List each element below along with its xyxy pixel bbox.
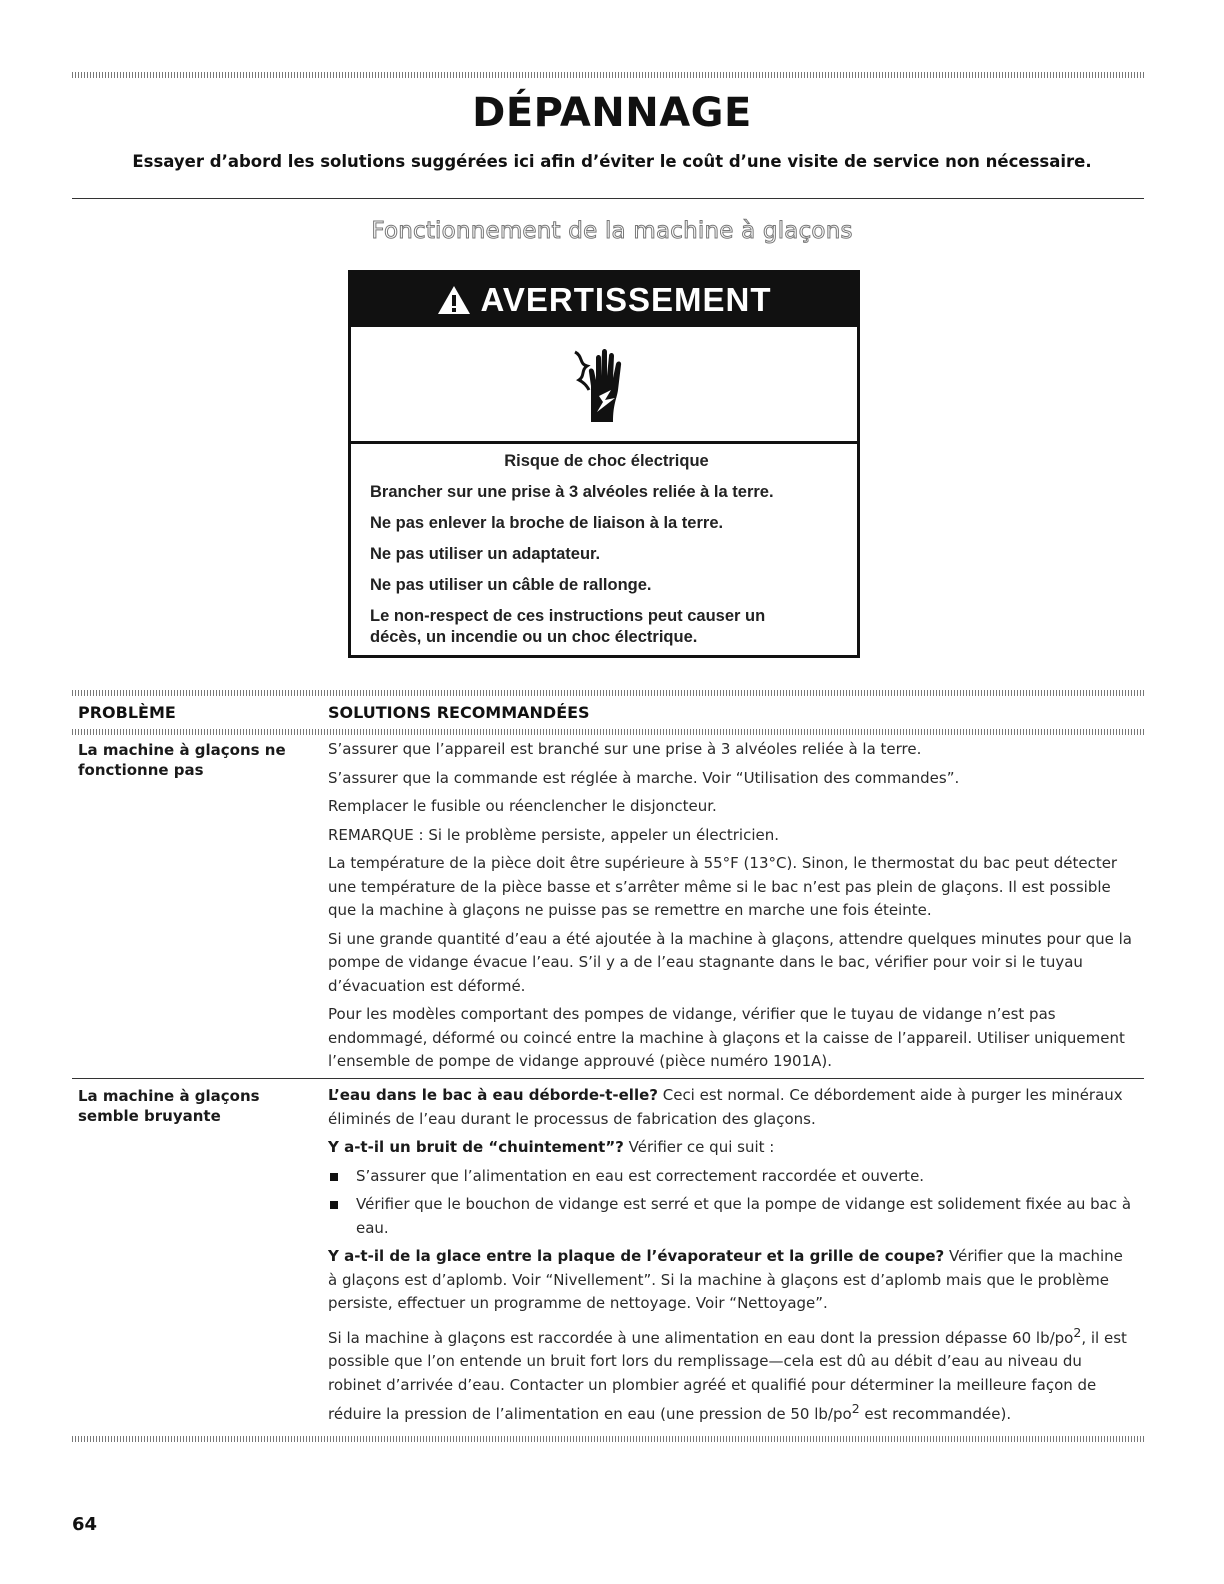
solution-text xyxy=(328,1321,1136,1427)
warning-hazard: Risque de choc électrique xyxy=(504,452,709,470)
warning-line: Ne pas enlever la broche de liaison à la terre. xyxy=(370,514,724,532)
solution-text-part: est recommandée). xyxy=(859,1405,1012,1423)
table-bottom-rule xyxy=(72,1436,1144,1442)
warning-line: Ne pas utiliser un câble de rallonge. xyxy=(370,576,652,594)
solution-text: Si une grande quantité d’eau a été ajoutée à la machine à glaçons, attendre quelques minutes pour que la pompe de vidange évacue l’eau. S’il y a de l’eau stagnante dans le bac, vérifier pour voir si le tuyau d’évacuation est déformé. xyxy=(328,929,1132,995)
column-header-solutions: SOLUTIONS RECOMMANDÉES xyxy=(328,703,590,722)
table-header-rule xyxy=(72,729,1144,735)
warning-consequence: Le non-respect de ces instructions peut causer un décès, un incendie ou un choc électrique. xyxy=(370,607,766,646)
warning-banner-label: AVERTISSEMENT xyxy=(480,281,772,318)
warning-line: Ne pas utiliser un adaptateur. xyxy=(370,545,601,563)
page-subtitle: Essayer d’abord les solutions suggérées ici afin d’éviter le coût d’une visite de service non nécessaire. xyxy=(132,152,1092,171)
table-top-rule xyxy=(72,690,1144,696)
bullet-text: Vérifier que le bouchon de vidange est serré et que la pompe de vidange est solidement fixée au bac à eau. xyxy=(356,1195,1132,1237)
superscript: 2 xyxy=(851,1401,860,1416)
header-divider xyxy=(72,198,1144,199)
solution-text: Remplacer le fusible ou réenclencher le disjoncteur. xyxy=(328,797,717,815)
bullet-square-icon xyxy=(330,1173,338,1181)
solution-text: Pour les modèles comportant des pompes de vidange, vérifier que le tuyau de vidange n’est pas endommagé, déformé ou coincé entre la machine à glaçons et la caisse de l’appareil. Utiliser uniquement l’ensemble de pompe de vidange approuvé (pièce numéro 1901A). xyxy=(328,1005,1125,1070)
row-divider xyxy=(72,1078,1144,1079)
page-number: 64 xyxy=(72,1514,98,1535)
solution-answer: Vérifier ce qui suit : xyxy=(623,1138,775,1156)
solution-answer: Vérifier que la machine à glaçons est d’aplomb. Voir “Nivellement”. Si la machine à glaçons est d’aplomb mais que le problème persiste, effectuer un programme de nettoyage. Voir “Nettoyage”. xyxy=(328,1247,1123,1312)
solution-text xyxy=(328,1245,1136,1316)
page-title: DÉPANNAGE xyxy=(472,90,752,136)
solution-note xyxy=(328,824,1136,848)
electrical-shock-hand-icon xyxy=(569,346,639,422)
solution-text-part: , il est possible que l’on entende un bruit fort lors du remplissage—cela est dû au débit d’eau au niveau du robinet d’arrivée d’eau. Contacter un plombier agréé et qualifié pour déterminer la meilleure façon de réduire la pression de l’alimentation en eau (une pression de 50 lb/po xyxy=(328,1328,1127,1423)
warning-box xyxy=(348,270,860,658)
section-heading: Fonctionnement de la machine à glaçons xyxy=(371,218,853,244)
solution-text-part: Si la machine à glaçons est raccordée à une alimentation en eau dont la pression dépasse 60 lb/po xyxy=(328,1328,1074,1347)
column-header-problem: PROBLÈME xyxy=(78,703,176,722)
warning-banner xyxy=(351,273,857,327)
solutions-cell xyxy=(328,1084,1136,1432)
problem-label: La machine à glaçons semble bruyante xyxy=(78,1087,260,1125)
note-text: Si le problème persiste, appeler un électricien. xyxy=(423,825,780,844)
warning-triangle-icon xyxy=(436,284,472,316)
solution-question: L’eau dans le bac à eau déborde-t-elle? xyxy=(328,1086,658,1104)
bullet-item xyxy=(328,1193,1136,1240)
problem-label: La machine à glaçons ne fonctionne pas xyxy=(78,741,286,779)
solution-text: La température de la pièce doit être supérieure à 55°F (13°C). Sinon, le thermostat du bac peut détecter une température de la pièce basse et s’arrêter même si le bac n’est pas plein de glaçons. Il est possible que la machine à glaçons ne puisse pas se remettre en marche une fois éteinte. xyxy=(328,854,1118,919)
superscript: 2 xyxy=(1073,1324,1082,1340)
bullet-item xyxy=(328,1165,1136,1189)
solution-question: Y a-t-il de la glace entre la plaque de l’évaporateur et la grille de coupe? xyxy=(328,1247,945,1265)
solution-question: Y a-t-il un bruit de “chuintement”? xyxy=(328,1138,624,1156)
solution-text xyxy=(328,1084,1136,1131)
bullet-text: S’assurer que l’alimentation en eau est correctement raccordée et ouverte. xyxy=(356,1166,925,1185)
note-label: REMARQUE : xyxy=(328,825,424,844)
solutions-cell xyxy=(328,738,1136,1079)
solution-text: S’assurer que la commande est réglée à marche. Voir “Utilisation des commandes”. xyxy=(328,768,960,787)
solution-text xyxy=(328,1136,1136,1160)
top-rule xyxy=(72,72,1144,78)
warning-line: Brancher sur une prise à 3 alvéoles reliée à la terre. xyxy=(370,483,774,501)
warning-text xyxy=(370,451,843,658)
solution-answer: Ceci est normal. Ce débordement aide à purger les minéraux éliminés de l’eau durant le processus de fabrication des glaçons. xyxy=(328,1086,1123,1128)
bullet-square-icon xyxy=(330,1201,338,1209)
warning-icon-area xyxy=(351,327,857,444)
solution-text: S’assurer que l’appareil est branché sur une prise à 3 alvéoles reliée à la terre. xyxy=(328,740,922,758)
